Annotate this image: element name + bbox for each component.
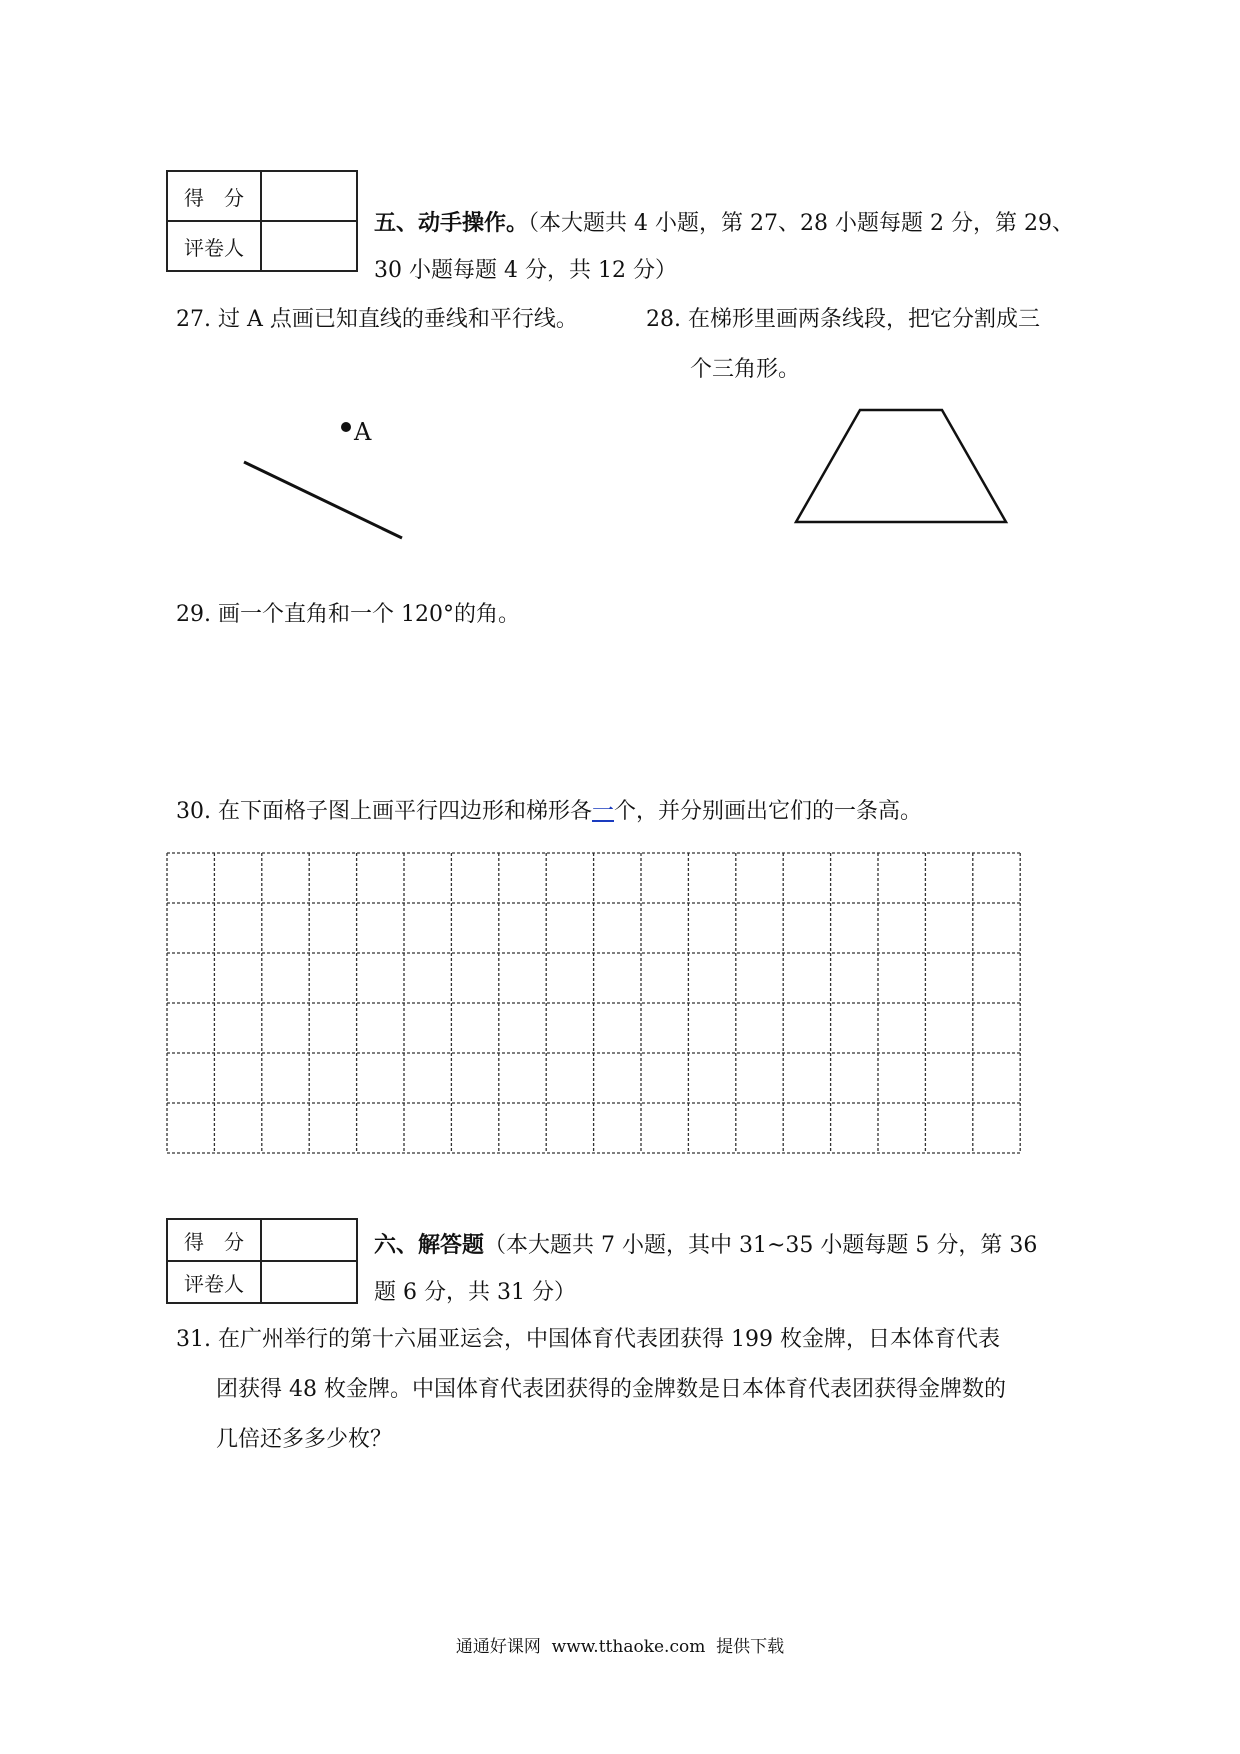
figure-28-trapezoid: [790, 400, 1020, 530]
score-label: 得 分: [167, 171, 261, 221]
figure-27: [230, 400, 430, 550]
question-31-line1: 31. 在广州举行的第十六届亚运会，中国体育代表团获得 199 枚金牌，日本体育代表: [176, 1327, 1000, 1352]
section5-title: 五、动手操作。: [374, 210, 529, 236]
score-cell[interactable]: [261, 1219, 357, 1261]
drawing-grid[interactable]: [166, 852, 1026, 1162]
given-line: [244, 462, 402, 538]
point-a-label: A: [354, 418, 372, 446]
section6-desc-line2: 题 6 分，共 31 分）: [374, 1280, 576, 1305]
score-table-section5: [166, 170, 358, 272]
question-28-line2: 个三角形。: [690, 357, 801, 382]
grid-lines: [167, 853, 1020, 1153]
question-29-text: 29. 画一个直角和一个 120°的角。: [176, 602, 520, 627]
page-footer: 通通好课网 www.tthaoke.com 提供下载: [455, 1637, 785, 1657]
section5-desc-line1: （本大题共 4 小题，第 27、28 小题每题 2 分，第 29、: [528, 211, 1074, 236]
section6-desc-line1: （本大题共 7 小题，其中 31~35 小题每题 5 分，第 36: [484, 1233, 1038, 1258]
question-30-text: [176, 797, 922, 827]
question-31-line2: 团获得 48 枚金牌。中国体育代表团获得的金牌数是日本体育代表团获得金牌数的: [216, 1377, 1006, 1402]
section6-title: 六、解答题: [374, 1232, 485, 1258]
question-31-line3: 几倍还多多少枚？: [216, 1427, 393, 1452]
section6-heading: [374, 1230, 1037, 1261]
grader-label: 评卷人: [167, 1261, 261, 1303]
question-30-underlined: 一: [591, 799, 614, 824]
question-27-text: 27. 过 A 点画已知直线的垂线和平行线。: [176, 307, 578, 332]
score-label: 得 分: [167, 1219, 261, 1261]
question-28-line1: 28. 在梯形里画两条线段，把它分割成三: [646, 307, 1040, 332]
grader-cell[interactable]: [261, 221, 357, 271]
section5-desc-line2: 30 小题每题 4 分，共 12 分）: [374, 258, 677, 283]
question-30-after: 个，并分别画出它们的一条高。: [614, 799, 923, 824]
trapezoid-shape: [796, 410, 1006, 522]
score-table-section6: [166, 1218, 358, 1304]
question-30-before: 30. 在下面格子图上画平行四边形和梯形各: [176, 799, 592, 824]
point-a-dot: [341, 422, 351, 432]
grader-cell[interactable]: [261, 1261, 357, 1303]
section5-heading: [374, 208, 1074, 239]
score-cell[interactable]: [261, 171, 357, 221]
grader-label: 评卷人: [167, 221, 261, 271]
